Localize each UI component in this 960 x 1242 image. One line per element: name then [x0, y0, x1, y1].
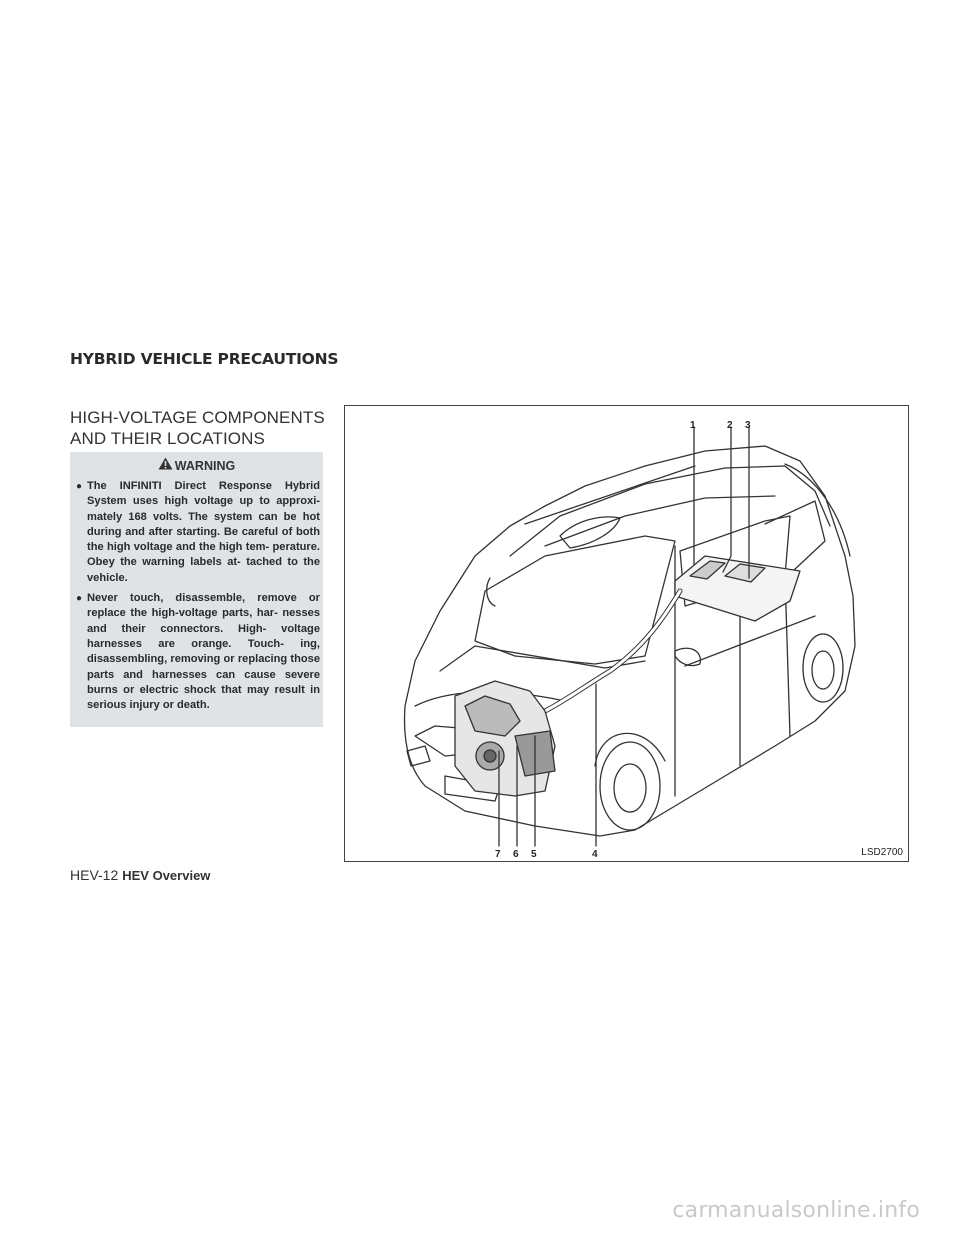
page-number: HEV-12: [70, 867, 119, 883]
callout-4: 4: [592, 849, 598, 860]
callout-5: 5: [531, 849, 537, 860]
warning-title-text: WARNING: [174, 459, 236, 473]
callout-2: 2: [727, 420, 733, 431]
watermark: carmanualsonline.info: [672, 1198, 920, 1223]
callout-6: 6: [513, 849, 519, 860]
footer-section: HEV Overview: [122, 868, 211, 883]
warning-list: [78, 479, 320, 718]
warning-triangle-icon: [158, 456, 173, 476]
section-heading: HYBRID VEHICLE PRECAUTIONS: [70, 350, 339, 368]
warning-item: [78, 591, 320, 713]
callout-3: 3: [745, 420, 751, 431]
callout-7: 7: [495, 849, 501, 860]
bullet-icon: ●: [76, 481, 83, 492]
vehicle-figure: [344, 405, 909, 862]
warning-title: [70, 456, 323, 476]
warning-item-text: Never touch, disassemble, remove or replace the high-voltage parts, har- nesses and their connectors. High- voltage harnesses are orange. Touch- ing, disassembling, removing or replacing those parts and harnesses can cause severe burns or electric shock that may result in serious injury or death.: [87, 592, 320, 712]
warning-item: [78, 479, 320, 586]
warning-item-text: The INFINITI Direct Response Hybrid System uses high voltage up to approxi- mately 168 volts. The system can be hot during and after starting. Be careful of both the high voltage and the high tem- perature. Obey the warning labels at- tached to the vehicle.: [87, 480, 320, 584]
figure-code: LSD2700: [861, 847, 903, 858]
warning-box: [70, 452, 323, 727]
vehicle-illustration: [345, 406, 908, 861]
page-footer: [70, 867, 210, 883]
callout-1: 1: [690, 420, 696, 431]
bullet-icon: ●: [76, 593, 83, 605]
sub-heading: HIGH-VOLTAGE COMPONENTS AND THEIR LOCATIONS: [70, 408, 325, 448]
